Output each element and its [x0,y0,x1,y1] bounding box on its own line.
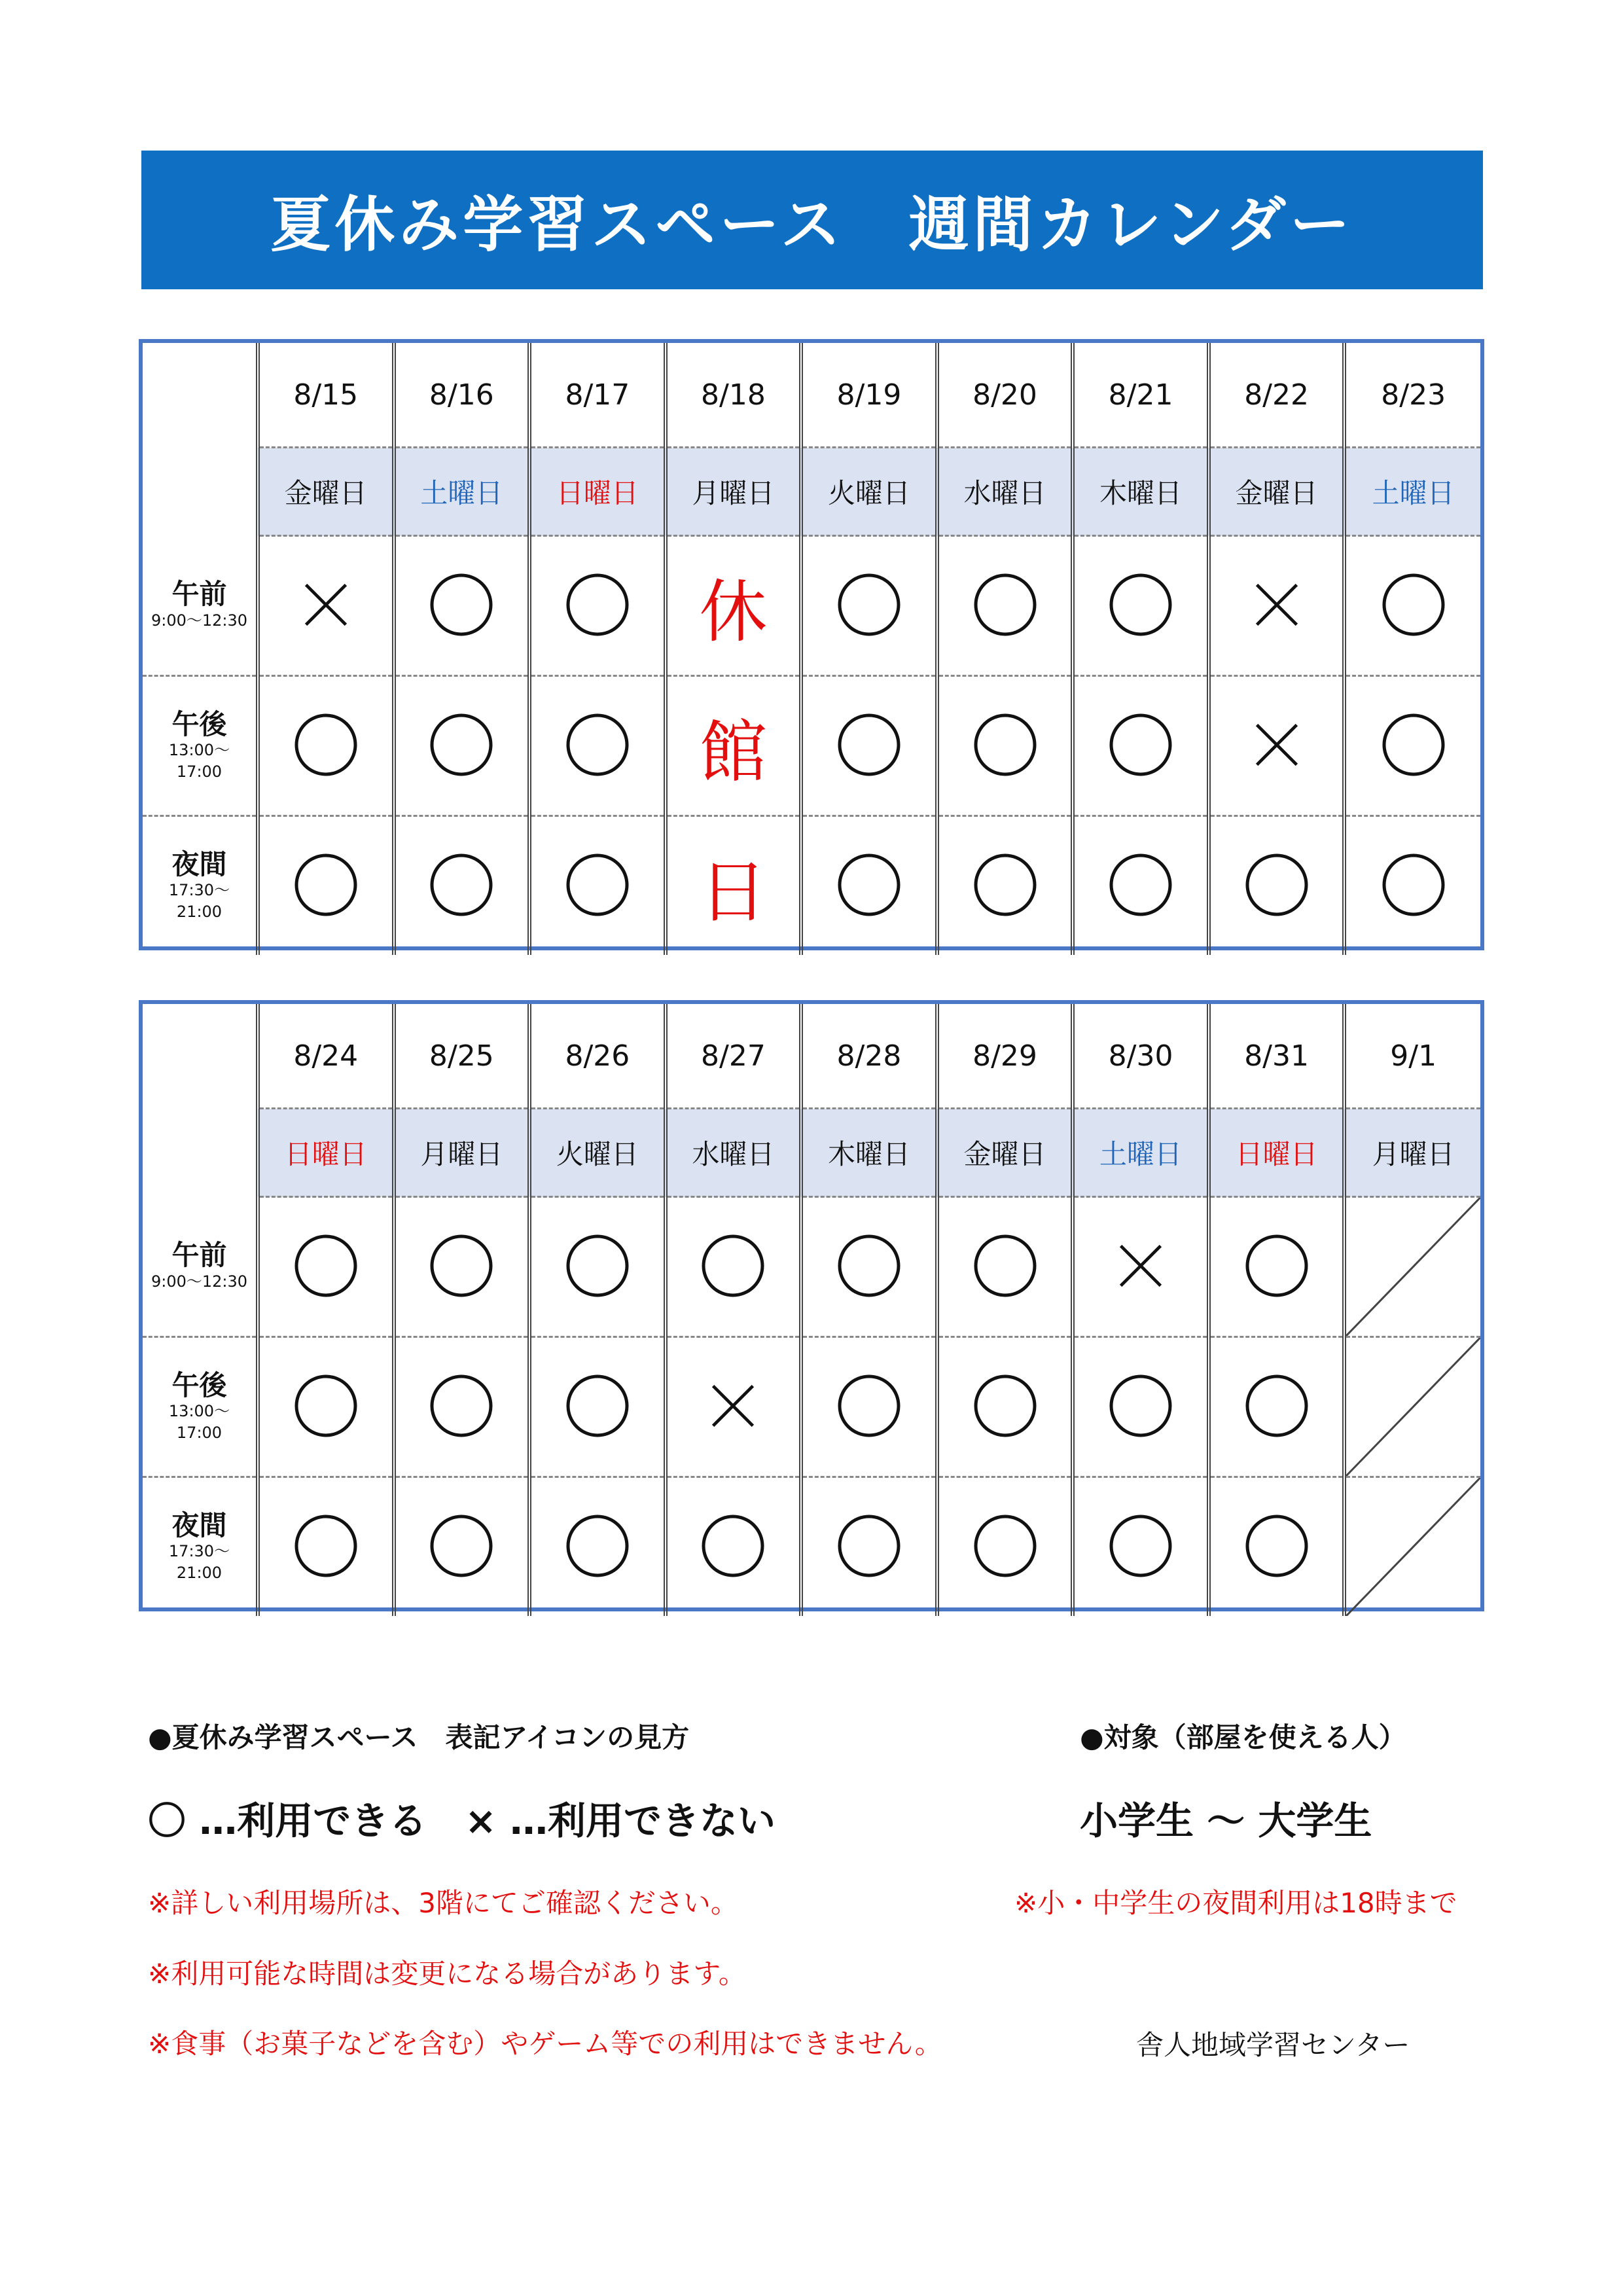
date-cell: 8/22 [1209,343,1345,448]
availability-cell [937,816,1073,956]
diagonal-slash [1346,1478,1480,1616]
slot-time: 13:00～ 17:00 [168,1402,230,1442]
availability-cell [666,1477,802,1617]
available-mark [700,1233,766,1299]
calendar-table [143,1004,1480,1616]
available-mark [1244,1513,1310,1579]
available-mark [700,1513,766,1579]
date-cell: 8/17 [529,343,666,448]
unavailable-mark [1251,719,1303,771]
availability-cell [529,1197,666,1337]
available-mark [293,852,359,918]
available-mark [429,572,494,637]
time-slot-label [143,1337,258,1477]
availability-cell [394,1197,530,1337]
availability-cell [1209,676,1345,816]
availability-cell [258,676,394,816]
slot-name: 午前 [171,578,227,611]
note-no-food-games: ※食事（お菓子などを含む）やゲーム等での利用はできません。 [148,2028,942,2060]
slot-name: 夜間 [171,848,227,881]
available-mark [1108,852,1173,918]
availability-cell [529,816,666,956]
not-applicable-cell [1344,1337,1480,1477]
weekday-cell: 金曜日 [1209,448,1345,536]
time-slot-label [143,1477,258,1617]
availability-cell [937,1337,1073,1477]
available-mark [1381,852,1446,918]
date-cell: 8/21 [1073,343,1209,448]
available-mark [293,1513,359,1579]
slot-time: 9:00～12:30 [151,1272,248,1291]
availability-cell [937,1477,1073,1617]
time-slot-label [143,816,258,956]
availability-cell [394,816,530,956]
availability-cell [937,536,1073,676]
legend-text: 〇 …利用できる × …利用できない [148,1799,776,1843]
slot-name: 午後 [171,708,227,741]
availability-cell [1344,816,1480,956]
weekday-cell: 日曜日 [1209,1109,1345,1197]
date-cell: 8/25 [394,1004,530,1109]
date-cell: 8/23 [1344,343,1480,448]
date-cell: 8/31 [1209,1004,1345,1109]
available-mark [565,1513,630,1579]
availability-cell [258,1337,394,1477]
date-cell: 8/28 [801,1004,937,1109]
note-hours-change: ※利用可能な時間は変更になる場合があります。 [148,1958,746,1990]
weekday-cell: 日曜日 [529,448,666,536]
available-mark [1108,1373,1173,1439]
not-applicable-cell [1344,1197,1480,1337]
weekday-cell: 月曜日 [666,448,802,536]
unavailable-mark [1251,579,1303,631]
availability-cell [1209,816,1345,956]
available-mark [429,1233,494,1299]
weekday-cell: 金曜日 [258,448,394,536]
availability-cell [1073,536,1209,676]
page-title: 夏休み学習スペース 週間カレンダー [141,151,1483,289]
availability-cell [1344,536,1480,676]
available-mark [1244,1233,1310,1299]
time-slot-label [143,536,258,676]
availability-cell [937,676,1073,816]
date-cell: 8/27 [666,1004,802,1109]
availability-cell [1073,816,1209,956]
weekday-cell: 水曜日 [937,448,1073,536]
availability-cell [801,676,937,816]
weekday-cell: 土曜日 [1344,448,1480,536]
availability-cell [801,1477,937,1617]
diagonal-slash [1346,1338,1480,1476]
availability-cell [529,1337,666,1477]
time-slot-label [143,1197,258,1337]
availability-cell [258,1197,394,1337]
date-cell: 8/30 [1073,1004,1209,1109]
corner-cell [143,343,258,536]
date-cell: 9/1 [1344,1004,1480,1109]
corner-cell [143,1004,258,1197]
availability-cell [1073,676,1209,816]
weekday-cell: 月曜日 [1344,1109,1480,1197]
available-mark [429,852,494,918]
availability-cell [801,536,937,676]
weekday-cell: 木曜日 [801,1109,937,1197]
availability-cell [801,1197,937,1337]
weekday-cell: 火曜日 [529,1109,666,1197]
target-text: 小学生 ～ 大学生 [1080,1799,1372,1843]
availability-cell [529,536,666,676]
availability-cell [1209,1197,1345,1337]
calendar-table [143,343,1480,955]
available-mark [565,852,630,918]
closed-label: 館 [699,711,768,792]
closed-label: 日 [699,852,768,932]
available-mark [293,1233,359,1299]
closed-day-cell [666,816,802,956]
calendar-week-1 [139,339,1484,950]
slot-name: 午後 [171,1369,227,1402]
slot-time: 13:00～ 17:00 [168,741,230,781]
date-cell: 8/26 [529,1004,666,1109]
weekday-cell: 土曜日 [1073,1109,1209,1197]
availability-cell [801,1337,937,1477]
available-mark [972,572,1038,637]
available-mark [972,1373,1038,1439]
availability-cell [937,1197,1073,1337]
available-mark [836,1233,902,1299]
available-mark [1381,712,1446,778]
available-mark [565,1373,630,1439]
date-cell: 8/15 [258,343,394,448]
not-applicable-cell [1344,1477,1480,1617]
availability-cell [258,816,394,956]
availability-cell [666,1197,802,1337]
availability-cell [1209,1337,1345,1477]
closed-day-cell [666,676,802,816]
slot-time: 9:00～12:30 [151,611,248,630]
date-cell: 8/24 [258,1004,394,1109]
slot-time: 17:30～ 21:00 [168,881,230,921]
available-mark [1108,712,1173,778]
available-mark [836,1513,902,1579]
note-night-limit: ※小・中学生の夜間利用は18時まで [1014,1887,1457,1919]
availability-cell [1073,1197,1209,1337]
organization-name: 舎人地域学習センター [1136,2029,1410,2061]
available-mark [565,1233,630,1299]
availability-cell [1344,676,1480,816]
available-mark [972,1233,1038,1299]
available-mark [565,712,630,778]
date-cell: 8/19 [801,343,937,448]
availability-cell [1209,536,1345,676]
availability-cell [529,676,666,816]
available-mark [1108,1513,1173,1579]
available-mark [429,712,494,778]
available-mark [972,852,1038,918]
available-mark [836,572,902,637]
unavailable-mark [300,579,352,631]
availability-cell [1209,1477,1345,1617]
slot-name: 午前 [171,1239,227,1272]
legend-heading: ●夏休み学習スペース 表記アイコンの見方 [148,1721,690,1753]
diagonal-slash [1346,1198,1480,1336]
weekday-cell: 金曜日 [937,1109,1073,1197]
date-cell: 8/16 [394,343,530,448]
availability-cell [394,676,530,816]
date-cell: 8/18 [666,343,802,448]
available-mark [565,572,630,637]
availability-cell [529,1477,666,1617]
availability-cell [258,536,394,676]
available-mark [293,712,359,778]
available-mark [836,852,902,918]
available-mark [429,1373,494,1439]
available-mark [1381,572,1446,637]
availability-cell [394,1337,530,1477]
weekday-cell: 土曜日 [394,448,530,536]
weekday-cell: 火曜日 [801,448,937,536]
slot-name: 夜間 [171,1509,227,1542]
weekday-cell: 月曜日 [394,1109,530,1197]
weekday-cell: 日曜日 [258,1109,394,1197]
availability-cell [801,816,937,956]
calendar-week-2 [139,1000,1484,1611]
closed-label: 休 [699,571,768,652]
available-mark [836,712,902,778]
availability-cell [666,1337,802,1477]
weekday-cell: 水曜日 [666,1109,802,1197]
unavailable-mark [707,1380,759,1432]
available-mark [1244,1373,1310,1439]
available-mark [1108,572,1173,637]
availability-cell [1073,1477,1209,1617]
target-heading: ●対象（部屋を使える人） [1080,1721,1406,1753]
available-mark [972,712,1038,778]
available-mark [429,1513,494,1579]
date-cell: 8/20 [937,343,1073,448]
weekday-cell: 木曜日 [1073,448,1209,536]
unavailable-mark [1115,1240,1167,1292]
availability-cell [394,536,530,676]
slot-time: 17:30～ 21:00 [168,1542,230,1582]
available-mark [1244,852,1310,918]
availability-cell [258,1477,394,1617]
available-mark [836,1373,902,1439]
availability-cell [394,1477,530,1617]
date-cell: 8/29 [937,1004,1073,1109]
closed-day-cell [666,536,802,676]
time-slot-label [143,676,258,816]
note-location: ※詳しい利用場所は、3階にてご確認ください。 [148,1887,738,1919]
available-mark [972,1513,1038,1579]
availability-cell [1073,1337,1209,1477]
available-mark [293,1373,359,1439]
